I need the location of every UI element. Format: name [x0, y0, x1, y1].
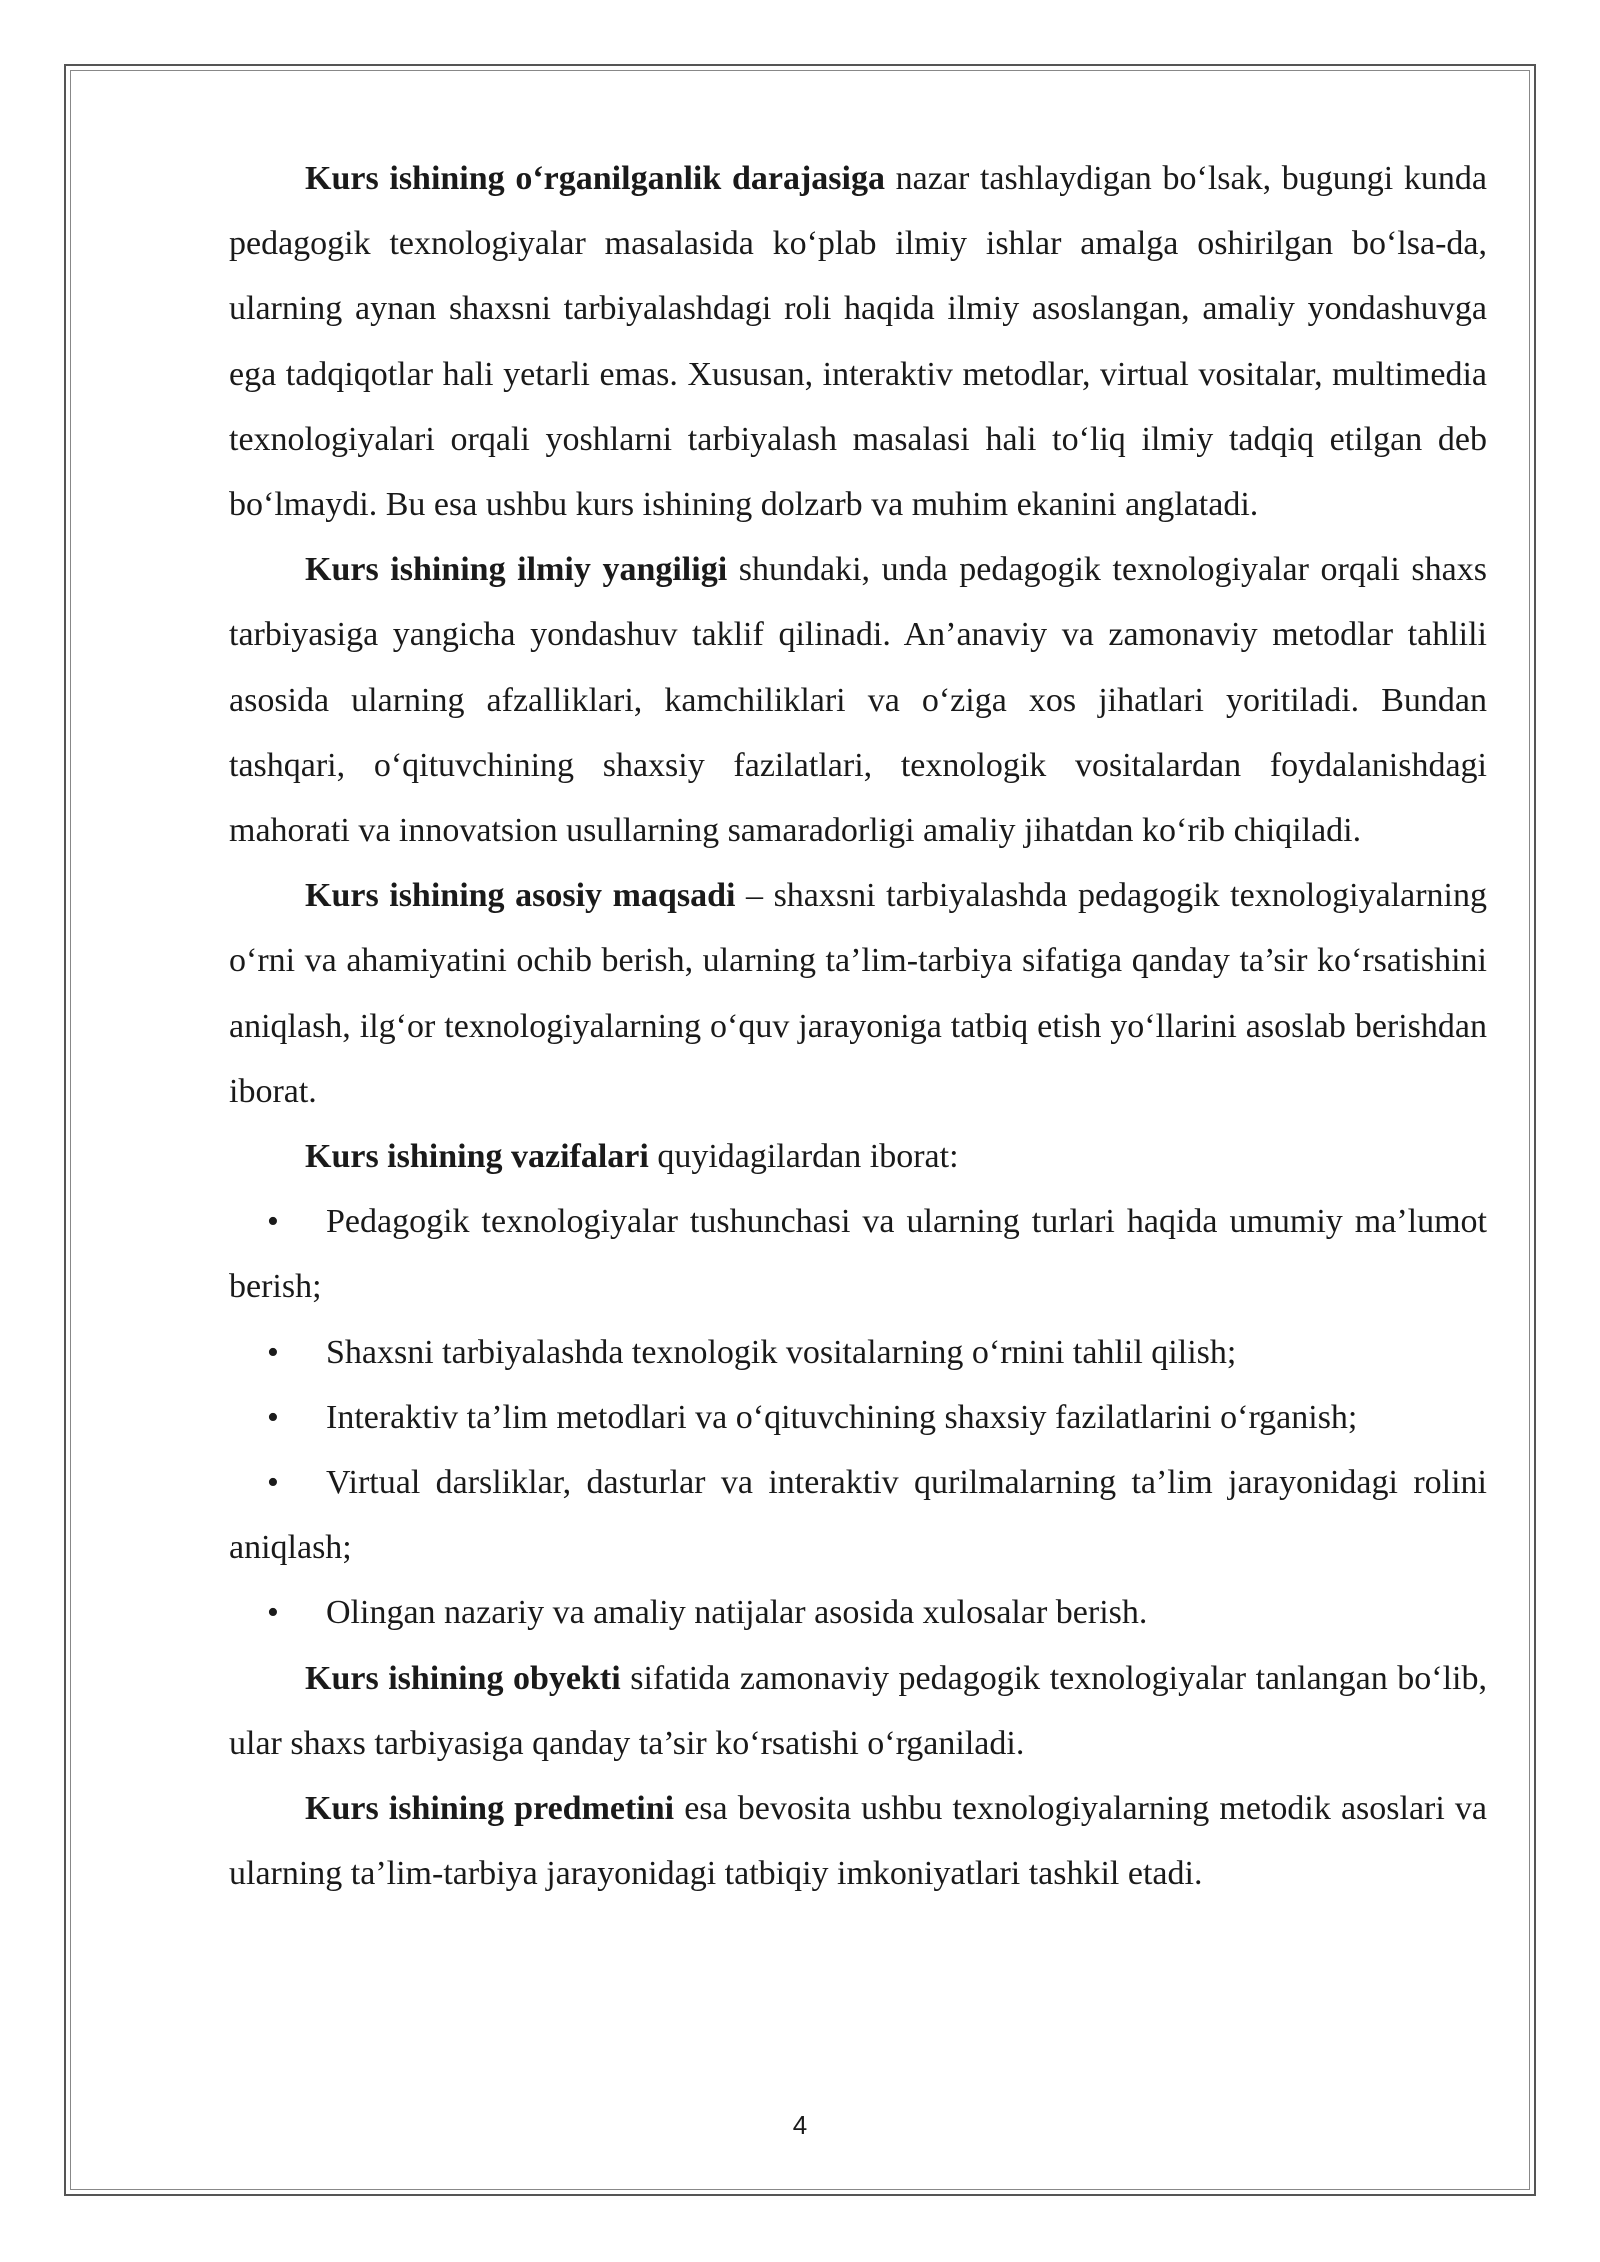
- task-text: Pedagogik texnologiyalar tushunchasi va ularning turlari haqida umumiy ma’lumot berish;: [229, 1203, 1487, 1306]
- list-item: [229, 1385, 1487, 1450]
- list-item: [229, 1320, 1487, 1385]
- bullet-icon: •: [267, 1464, 279, 1502]
- text-subject: esa bevosita ushbu texnologiyalarning metodik asoslari va ularning ta’lim-tarbiya jarayonidagi tatbiqiy imkoniyatlari tashkil etadi.: [229, 1790, 1487, 1893]
- bullet-icon: •: [267, 1398, 279, 1436]
- list-item: [229, 1189, 1487, 1319]
- page-number: 4: [792, 2110, 808, 2140]
- task-text: Virtual darsliklar, dasturlar va interaktiv qurilmalarning ta’lim jarayonidagi rolini aniqlash;: [229, 1464, 1487, 1567]
- paragraph-study-level: [229, 146, 1487, 537]
- task-text: Shaxsni tarbiyalashda texnologik vositalarning o‘rnini tahlil qilish;: [326, 1333, 1237, 1371]
- document-body: [229, 146, 1487, 1906]
- term-main-goal: Kurs ishining asosiy maqsadi: [305, 877, 736, 915]
- paragraph-object: [229, 1646, 1487, 1776]
- term-scientific-novelty: Kurs ishining ilmiy yangiligi: [305, 551, 728, 589]
- text-object: sifatida zamonaviy pedagogik texnologiyalar tanlangan bo‘lib, ular shaxs tarbiyasiga qanday ta’sir ko‘rsatishi o‘rganiladi.: [229, 1659, 1487, 1762]
- list-item: [229, 1580, 1487, 1645]
- paragraph-main-goal: [229, 863, 1487, 1124]
- text-scientific-novelty: shundaki, unda pedagogik texnologiyalar orqali shaxs tarbiyasiga yangicha yondashuv taklif qilinadi. An’anaviy va zamonaviy metodlar tahlili asosida ularning afzalliklari, kamchiliklari va o‘ziga xos jihatlari yoritiladi. Bundan tashqari, o‘qituvchining shaxsiy fazilatlari, texnologik vositalardan foydalanishdagi mahorati va innovatsion usullarning samaradorligi amaliy jihatdan ko‘rib chiqiladi.: [229, 551, 1487, 850]
- list-item: [229, 1450, 1487, 1580]
- task-text: Olingan nazariy va amaliy natijalar asosida xulosalar berish.: [326, 1594, 1148, 1632]
- bullet-icon: •: [267, 1333, 279, 1371]
- paragraph-scientific-novelty: [229, 537, 1487, 863]
- bullet-icon: •: [267, 1203, 279, 1241]
- bullet-icon: •: [267, 1594, 279, 1632]
- paragraph-tasks-intro: [229, 1124, 1487, 1189]
- tasks-list: [229, 1189, 1487, 1645]
- text-study-level: nazar tashlaydigan bo‘lsak, bugungi kunda pedagogik texnologiyalar masalasida ko‘plab ilmiy ishlar amalga oshirilgan bo‘lsa-da, ularning aynan shaxsni tarbiyalashdagi roli haqida ilmiy asoslangan, amaliy yondashuvga ega tadqiqotlar hali yetarli emas. Xususan, interaktiv metodlar, virtual vositalar, multimedia texnologiyalari orqali yoshlarni tarbiyalash masalasi hali to‘liq ilmiy tadqiq etilgan deb bo‘lmaydi. Bu esa ushbu kurs ishining dolzarb va muhim ekanini anglatadi.: [229, 160, 1487, 524]
- term-tasks: Kurs ishining vazifalari: [305, 1138, 649, 1176]
- term-study-level: Kurs ishining o‘rganilganlik darajasiga: [305, 160, 885, 197]
- paragraph-subject: [229, 1776, 1487, 1906]
- text-main-goal: – shaxsni tarbiyalashda pedagogik texnologiyalarning o‘rni va ahamiyatini ochib berish, ularning ta’lim-tarbiya sifatiga qanday ta’sir ko‘rsatishini aniqlash, ilg‘or texnologiyalarning o‘quv jarayoniga tatbiq etish yo‘llarini asoslab berishdan iborat.: [229, 877, 1487, 1110]
- task-text: Interaktiv ta’lim metodlari va o‘qituvchining shaxsiy fazilatlarini o‘rganish;: [326, 1398, 1358, 1436]
- term-object: Kurs ishining obyekti: [305, 1659, 621, 1697]
- text-tasks-intro: quyidagilardan iborat:: [648, 1138, 959, 1176]
- term-subject: Kurs ishining predmetini: [305, 1790, 675, 1828]
